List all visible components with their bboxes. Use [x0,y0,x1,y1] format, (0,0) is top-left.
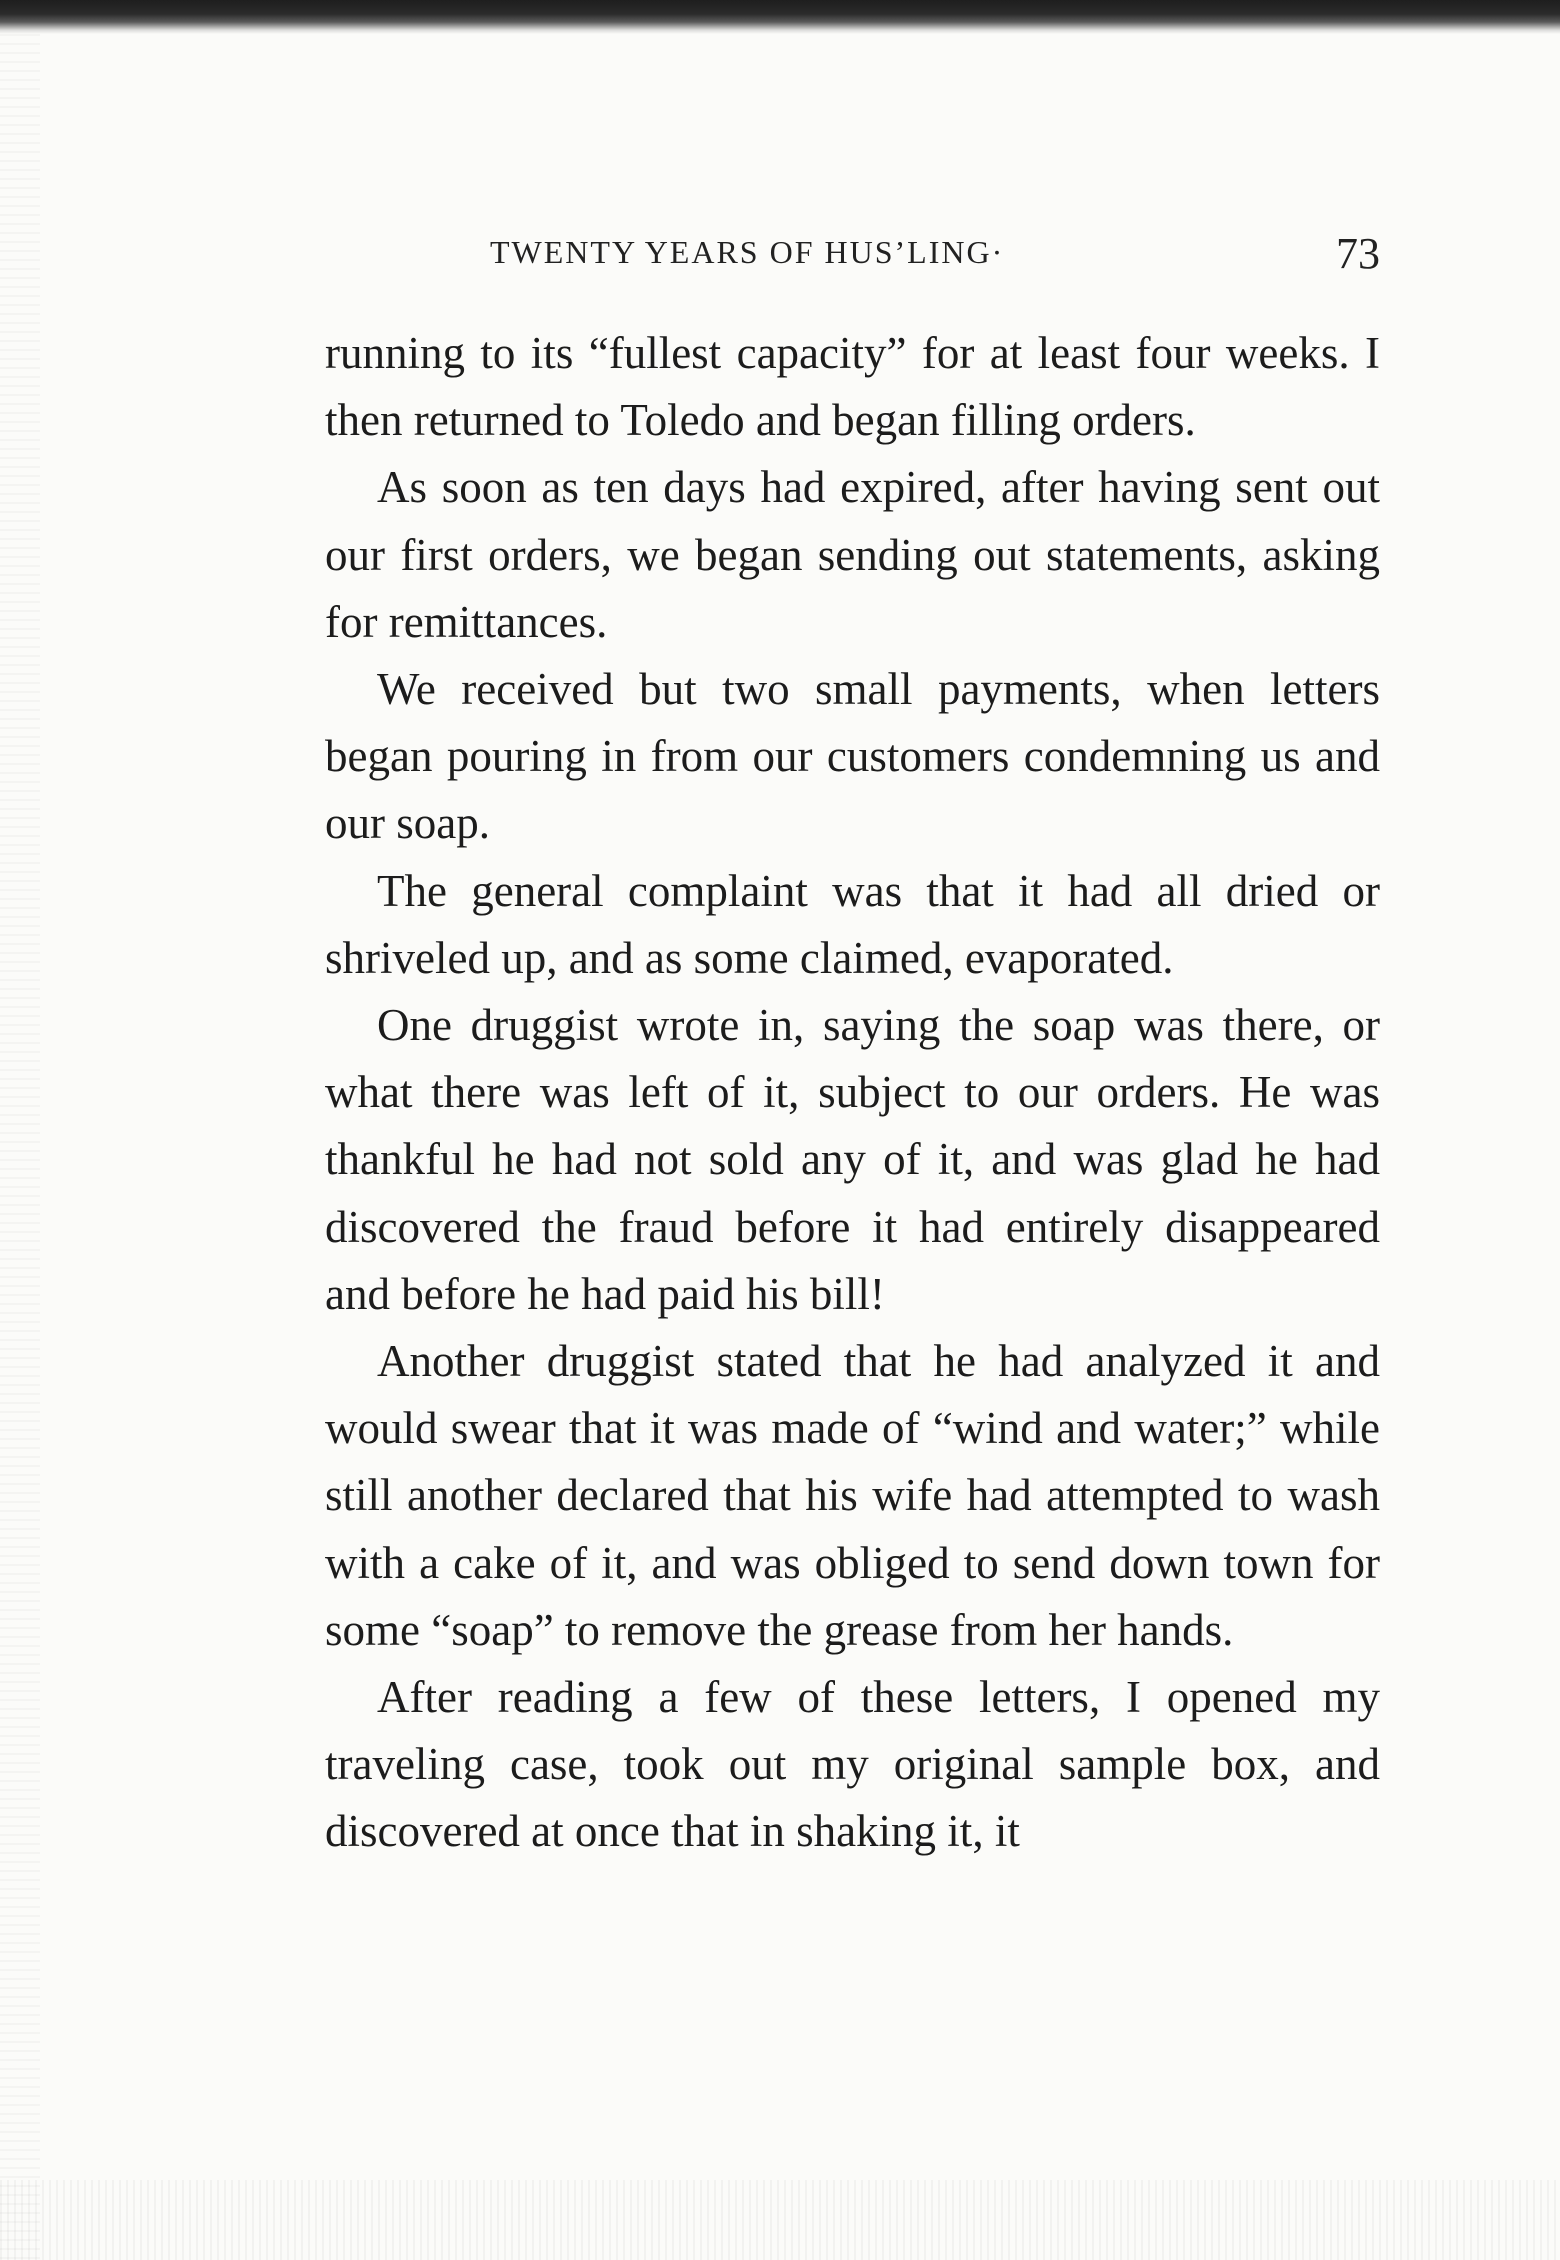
page-number: 73 [1336,229,1380,278]
running-title: TWENTY YEARS OF HUS’LING· [490,234,1005,270]
scan-left-edge [0,34,40,2260]
scan-bottom-edge [0,2180,1560,2260]
paragraph-6: Another druggist stated that he had analyzed it and would swear that it was made of “wind and water;” while still another declared that his wife had attempted to wash with a cake of it, and was obliged to send down town for some “soap” to remove the grease from her hands. [325,1336,1380,1655]
running-head [320,228,1380,288]
paragraph-4: The general complaint was that it had all dried or shriveled up, and as some claimed, evaporated. [325,865,1380,983]
body-text [325,320,1380,1866]
paragraph-3: We received but two small payments, when letters began pouring in from our customers condemning us and our soap. [325,664,1380,849]
paragraph-7: After reading a few of these letters, I opened my traveling case, took out my original sample box, and discovered at once that in shaking it, it [325,1672,1380,1857]
scan-top-edge [0,0,1560,34]
paragraph-5: One druggist wrote in, saying the soap was there, or what there was left of it, subject to our orders. He was thankful he had not sold any of it, and was glad he had discovered the fraud before it had entirely disappeared and before he had paid his bill! [325,1000,1380,1319]
paragraph-2: As soon as ten days had expired, after having sent out our first orders, we began sending out statements, asking for remittances. [325,462,1380,647]
paragraph-1: running to its “fullest capacity” for at least four weeks. I then returned to Toledo and began filling orders. [325,328,1380,446]
